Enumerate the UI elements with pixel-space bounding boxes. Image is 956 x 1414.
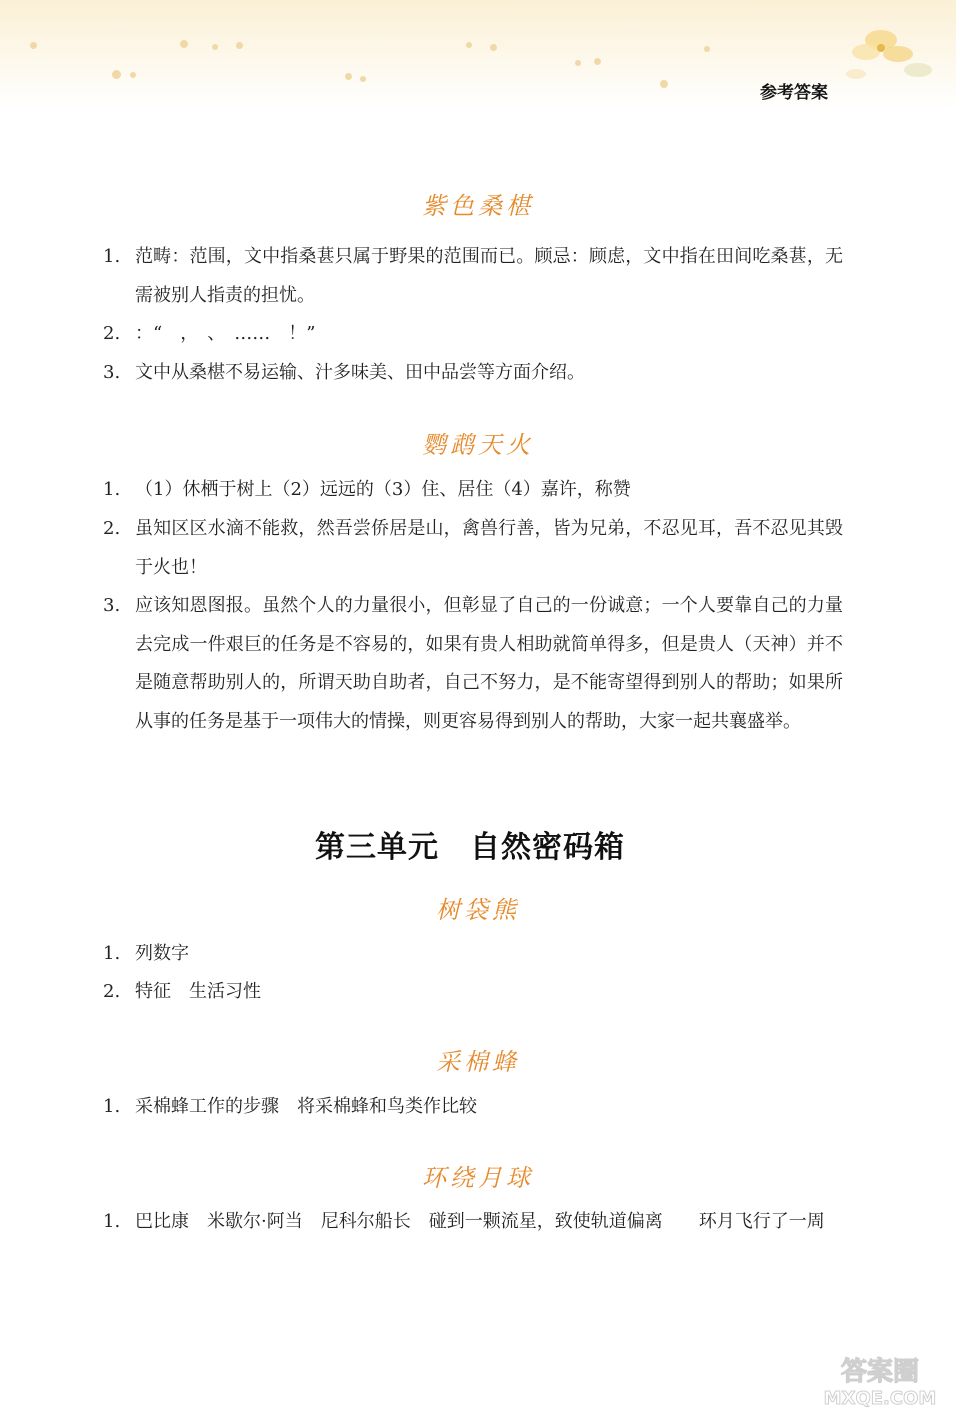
item-text: 应该知恩图报。虽然个人的力量很小，但彰显了自己的一份诚意；一个人要靠自己的力量去完成一件艰巨的任务是不容易的，如果有贵人相助就简单得多，但是贵人（天神）并不是随意帮助别人的，所谓天助自助者，自己不努力，是不能寄望得到别人的帮助；如果所从事的任务是基于一项伟大的情操，则更容易得到别人的帮助，大家一起共襄盛举。 [135,595,843,732]
item-text: 特征 生活习性 [135,981,261,1002]
item-number: 1. [103,1211,121,1232]
header-label: 参考答案 [760,83,828,103]
item-number: 1. [103,943,121,964]
list-item [103,935,843,974]
watermark-line2: MXQE.COM [823,1388,937,1409]
item-number: 1. [103,246,121,267]
item-number: 3. [103,362,121,383]
item-number: 3. [103,595,121,616]
item-number: 1. [103,479,121,500]
list-item [103,973,843,1012]
item-number: 2. [103,323,121,344]
list-item [103,510,843,587]
item-text: 文中从桑椹不易运输、汁多味美、田中品尝等方面介绍。 [135,362,585,383]
watermark-logo [810,1350,950,1410]
item-number: 2. [103,981,121,1002]
list-item [103,587,843,741]
list-item [103,471,843,510]
list-item [103,354,843,393]
item-text: 虽知区区水滴不能救，然吾尝侨居是山，禽兽行善，皆为兄弟，不忍见耳，吾不忍见其毁于火也！ [135,518,843,578]
section-title: 采棉蜂 [436,1048,520,1076]
list-item [103,315,843,354]
header-band [0,0,956,110]
list-item [103,1203,843,1242]
flower-icon [826,18,936,88]
list-item [103,238,843,315]
item-text: （1）休栖于树上（2）远远的（3）住、居住（4）嘉许，称赞 [135,479,631,500]
section-title: 鹦鹉天火 [422,431,534,459]
item-text: 范畴：范围，文中指桑葚只属于野果的范围而已。顾忌：顾虑，文中指在田间吃桑葚，无需被别人指责的担忧。 [135,246,843,306]
item-text: 采棉蜂工作的步骤 将采棉蜂和鸟类作比较 [135,1096,477,1117]
watermark-line1: 答案圈 [840,1357,920,1387]
unit-title: 第三单元 自然密码箱 [315,830,625,865]
item-text: 列数字 [135,943,189,964]
section-title: 紫色桑椹 [422,192,534,220]
item-text: 巴比康 米歇尔·阿当 尼科尔船长 碰到一颗流星，致使轨道偏离 环月飞行了一周 [135,1211,825,1232]
section-title: 环绕月球 [422,1164,534,1192]
item-number: 1. [103,1096,121,1117]
section-title: 树袋熊 [436,896,520,924]
item-text: ：“ ， 、 …… ！” [135,323,316,344]
list-item [103,1088,843,1127]
item-number: 2. [103,518,121,539]
